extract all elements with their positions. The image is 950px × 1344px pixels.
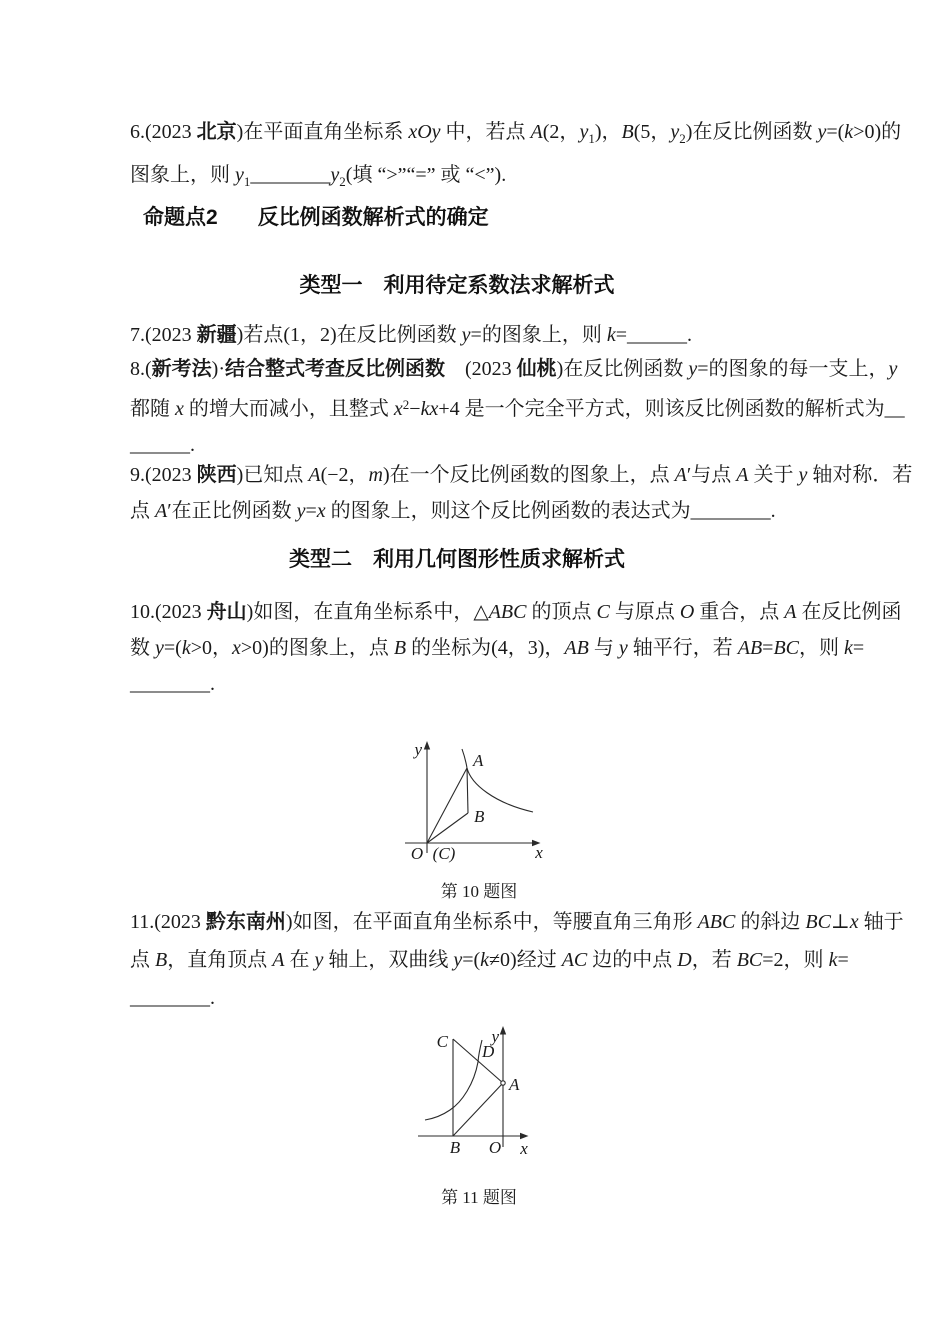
text-run: (5， [633, 121, 671, 143]
segment-oa [427, 768, 467, 843]
text-run: ABC [697, 911, 736, 933]
text-run: (2， [542, 121, 580, 143]
text-run: 11.(2023 [130, 911, 206, 933]
text-run: )在反比例函数 [685, 121, 818, 143]
text-run: D [677, 949, 692, 971]
question-line [130, 351, 898, 387]
text-run: AC [561, 949, 588, 971]
question-line [130, 941, 870, 979]
text-run: ⊥ [830, 911, 850, 933]
text-run: 9.(2023 [130, 464, 197, 486]
text-run: 的坐标为(4，3)， [406, 637, 565, 659]
topic-label: 命题点2 [143, 206, 218, 229]
text-run: 1 [243, 174, 251, 189]
text-run: ≠0)经过 [489, 949, 562, 971]
question-line [130, 666, 870, 702]
text-run: B [621, 121, 634, 143]
question-10 [130, 594, 902, 702]
text-run: y [817, 121, 827, 143]
point-a-label: A [509, 1075, 520, 1094]
text-run: y [235, 164, 244, 186]
text-run: O [679, 601, 695, 623]
question-line [130, 457, 913, 493]
text-run: ________. [130, 673, 215, 695]
text-run: BC [736, 949, 763, 971]
point-b-label: B [474, 807, 485, 826]
text-run: 2 [402, 397, 410, 412]
text-run: 中，若点 [440, 121, 531, 143]
text-run: )在平面直角坐标系 [236, 121, 409, 143]
topic-title: 反比例函数解析式的确定 [257, 206, 489, 229]
text-run: =( [163, 637, 182, 659]
text-run: B [393, 637, 407, 659]
text-run: )若点(1，2)在反比例函数 [236, 324, 462, 346]
x-axis-label: x [520, 1139, 528, 1158]
text-run: 轴上，双曲线 [323, 949, 454, 971]
y-axis-arrow-icon [424, 741, 430, 750]
text-run: 关于 [748, 464, 799, 486]
text-run: xOy [408, 121, 441, 143]
text-run: A [530, 121, 543, 143]
text-run: ________. [130, 987, 215, 1009]
type2-label: 类型二 [289, 548, 352, 571]
text-run: AB [564, 637, 589, 659]
text-run: x [849, 911, 859, 933]
text-run: BC [805, 911, 831, 933]
text-run: 新考法 [151, 358, 212, 380]
question-line [130, 387, 905, 427]
point-c-label: C [436, 1032, 448, 1051]
text-run: y [888, 358, 898, 380]
question-6 [130, 114, 902, 200]
text-run: ′在正比例函数 [167, 500, 297, 522]
text-run: 的斜边 [735, 911, 806, 933]
text-run: 图象上，则 [130, 164, 235, 186]
figure-10-caption: 第 10 题图 [440, 882, 518, 901]
text-run: = [852, 637, 865, 659]
type1-title: 利用待定系数法求解析式 [383, 274, 615, 297]
text-run: 2 [679, 131, 686, 146]
text-run: y [155, 637, 164, 659]
origin-label: O [488, 1138, 502, 1157]
point-c-label: (C) [432, 844, 456, 863]
text-run: )在反比例函数 [556, 358, 689, 380]
text-run: =的图象的每一支上， [697, 358, 889, 380]
point-a-marker [501, 1081, 505, 1085]
text-run: − [409, 398, 421, 420]
text-run: 点 [130, 500, 155, 522]
point-a-label: A [473, 751, 484, 770]
text-run: k [480, 949, 490, 971]
text-run: y [579, 121, 589, 143]
text-run: A [674, 464, 687, 486]
text-run: = [762, 637, 774, 659]
text-run: =的图象上，则 [470, 324, 607, 346]
text-run: k [844, 637, 853, 659]
text-run: 10.(2023 [130, 601, 207, 623]
text-run: k [844, 121, 854, 143]
text-run: 边的中点 [587, 949, 678, 971]
y-axis-arrow-icon [500, 1026, 506, 1035]
text-run: = [837, 949, 849, 971]
text-run: x [175, 398, 184, 420]
text-run: =( [826, 121, 845, 143]
text-run: >0)的图象上，点 [240, 637, 394, 659]
text-run: 7.(2023 [130, 324, 197, 346]
text-run: y [688, 358, 698, 380]
text-run: m [368, 464, 383, 486]
question-7 [130, 317, 870, 353]
text-run: 点 [130, 949, 155, 971]
text-run: A [272, 949, 285, 971]
text-run: 仙桃 [516, 358, 557, 380]
text-run: +4 是一个完全平方式，则该反比例函数的解析式为__ [438, 398, 905, 420]
figure-11 [410, 1022, 550, 1162]
text-run: 2 [339, 174, 346, 189]
text-run: 都随 [130, 398, 175, 420]
text-run: A [155, 500, 168, 522]
text-run: y [670, 121, 680, 143]
text-run: y [314, 949, 324, 971]
text-run: 与原点 [609, 601, 680, 623]
text-run: >0， [190, 637, 233, 659]
text-run: 6.(2023 [130, 121, 197, 143]
figure-10-svg [393, 736, 553, 866]
figure-11-svg [410, 1022, 550, 1162]
y-axis-label: y [491, 1027, 499, 1046]
text-run: y [798, 464, 808, 486]
text-run: kx [420, 398, 439, 420]
x-axis-label: x [535, 843, 543, 862]
text-run: B [155, 949, 168, 971]
text-run: = [305, 500, 317, 522]
text-run: )· [211, 358, 225, 380]
text-run: BC [773, 637, 800, 659]
question-line [130, 630, 870, 666]
type1-heading [0, 271, 950, 301]
question-line [130, 979, 870, 1017]
question-line [130, 317, 870, 353]
text-run: )在一个反比例函数的图象上，点 [382, 464, 675, 486]
text-run: k [181, 637, 191, 659]
text-run: >0)的 [853, 121, 902, 143]
text-run: 黔东南州 [205, 911, 286, 933]
text-run: 北京 [196, 121, 237, 143]
text-run: ________ [250, 164, 331, 186]
text-run: ，若 [691, 949, 737, 971]
text-run: x [393, 398, 403, 420]
figure-11-caption: 第 11 题图 [441, 1188, 517, 1207]
text-run: ABC [488, 601, 527, 623]
segment-ba [453, 1083, 503, 1136]
text-run: 的顶点 [526, 601, 597, 623]
question-8 [130, 351, 905, 463]
text-run: A [784, 601, 797, 623]
question-line [130, 903, 904, 941]
text-run: AB [737, 637, 763, 659]
text-run: A [308, 464, 321, 486]
question-line [130, 594, 902, 630]
text-run: ，则 [799, 637, 845, 659]
text-run: 轴对称．若 [807, 464, 913, 486]
text-run: y [453, 949, 463, 971]
text-run: C [596, 601, 610, 623]
text-run: 舟山 [206, 601, 247, 623]
text-run: 的图象上，则这个反比例函数的表达式为________. [325, 500, 776, 522]
question-line [130, 114, 902, 157]
text-run: (2023 [445, 358, 517, 380]
type1-label: 类型一 [299, 274, 363, 297]
point-d-label: D [482, 1042, 495, 1061]
text-run: (−2， [320, 464, 369, 486]
figure-10 [393, 736, 553, 866]
text-run: =______. [615, 324, 692, 346]
text-run: k [606, 324, 616, 346]
text-run: =( [462, 949, 481, 971]
text-run: y [618, 637, 628, 659]
y-axis-label: y [414, 740, 422, 759]
text-run: 与 [588, 637, 619, 659]
text-run: y [296, 500, 306, 522]
text-run: 数 [130, 637, 155, 659]
question-line [130, 493, 870, 529]
text-run: 重合，点 [694, 601, 785, 623]
text-run: 轴于 [858, 911, 904, 933]
question-11 [130, 903, 904, 1017]
text-run: (填 “>”“=” 或 “<”). [345, 164, 507, 186]
text-run: ′与点 [686, 464, 737, 486]
text-run: 8.( [130, 358, 152, 380]
text-run: ______. [130, 434, 195, 456]
text-run: A [736, 464, 749, 486]
text-run: k [828, 949, 838, 971]
text-run: 在 [284, 949, 315, 971]
text-run: )如图，在直角坐标系中，△ [246, 601, 489, 623]
segment-ab [467, 768, 468, 813]
text-run: x [232, 637, 241, 659]
type2-heading [0, 545, 950, 575]
text-run: x [316, 500, 326, 522]
text-run: )如图，在平面直角坐标系中，等腰直角三角形 [285, 911, 698, 933]
text-run: =2，则 [762, 949, 829, 971]
topic-heading [143, 203, 489, 233]
text-run: 在反比例函 [796, 601, 902, 623]
question-9 [130, 457, 913, 529]
text-run: 结合整式考查反比例函数 [225, 358, 445, 380]
text-run: 的增大而减小，且整式 [183, 398, 394, 420]
text-run: )已知点 [236, 464, 309, 486]
text-run: 轴平行，若 [627, 637, 738, 659]
point-b-label: B [449, 1138, 461, 1157]
origin-label: O [410, 844, 424, 863]
segment-ob [427, 813, 468, 843]
text-run: 新疆 [196, 324, 237, 346]
text-run: y [461, 324, 471, 346]
type2-title: 利用几何图形性质求解析式 [373, 548, 625, 571]
text-run: )， [594, 121, 622, 143]
text-run: ，直角顶点 [167, 949, 273, 971]
question-line [130, 157, 870, 200]
text-run: 陕西 [196, 464, 237, 486]
text-run: 1 [588, 131, 595, 146]
text-run: y [330, 164, 340, 186]
